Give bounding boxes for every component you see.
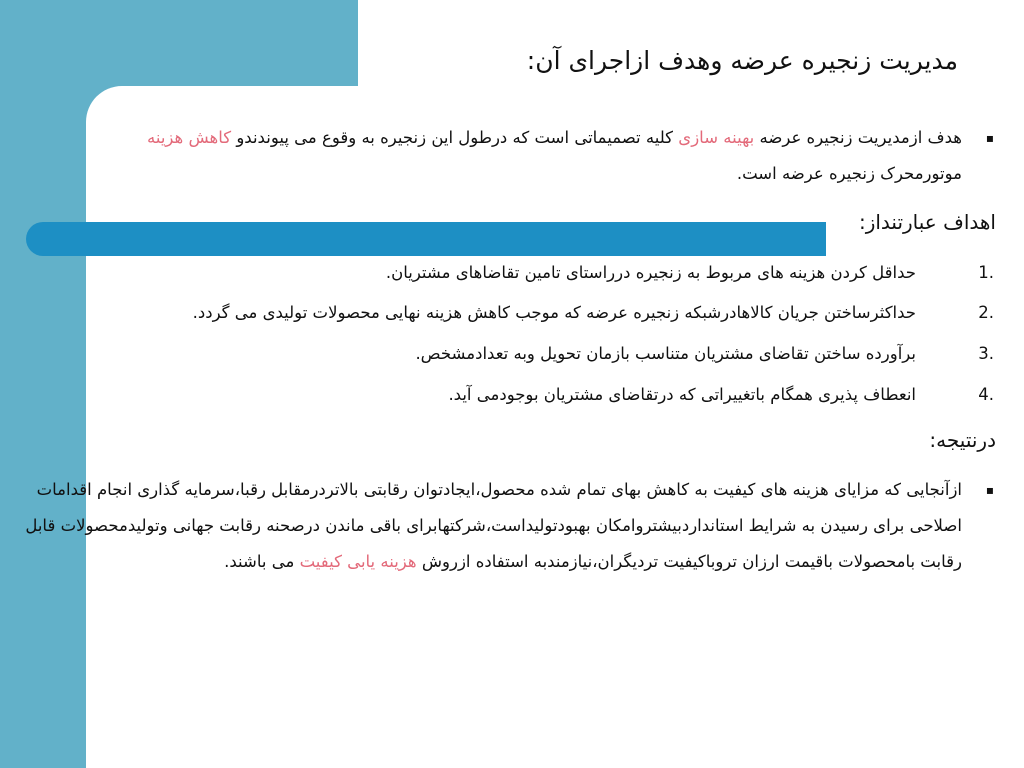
intro-highlight-optimization: بهینه سازی (678, 128, 755, 147)
intro-bullet-icon: ▪ (985, 131, 994, 145)
goal-text: برآورده ساختن تقاضای مشتریان متناسب بازمان تحویل وبه تعدادمشخص. (415, 343, 916, 363)
goal-text: انعطاف پذیری همگام باتغییراتی که درتقاضای مشتریان بوجودمی آید. (448, 384, 916, 404)
conclusion-heading: درنتیجه: (929, 428, 996, 452)
goal-text: حداقل کردن هزینه های مربوط به زنجیره درراستای تامین تقاضاهای مشتریان. (385, 262, 916, 282)
decorative-blue-bar (26, 222, 826, 256)
conclusion-bullet-icon: ▪ (985, 483, 994, 497)
intro-text-3: موتورمحرک زنجیره عرضه است. (736, 164, 962, 183)
intro-highlight-cost-reduction: کاهش هزینه (147, 128, 232, 147)
goal-number: 2. (978, 302, 994, 322)
intro-paragraph (82, 120, 962, 192)
goal-number: 3. (978, 343, 994, 363)
slide-title: مدیریت زنجیره عرضه وهدف ازاجرای آن: (526, 46, 958, 75)
conclusion-text-2: می باشند. (224, 552, 300, 571)
intro-text-1: هدف ازمدیریت زنجیره عرضه (754, 128, 962, 147)
goal-text: حداکثرساختن جریان کالاهادرشبکه زنجیره عرضه که موجب کاهش هزینه نهایی محصولات تولیدی می گردد. (192, 302, 916, 322)
goal-item-4 (448, 377, 994, 411)
goals-heading: اهداف عبارتنداز: (858, 210, 996, 234)
conclusion-paragraph (22, 472, 962, 580)
goal-item-1 (386, 255, 994, 289)
goal-number: 4. (978, 384, 994, 404)
goal-number: 1. (978, 262, 994, 282)
conclusion-highlight-quality-costing: هزینه یابی کیفیت (299, 552, 417, 571)
goal-item-3 (415, 336, 994, 370)
goal-item-2 (193, 295, 994, 329)
intro-text-2: کلیه تصمیماتی است که درطول این زنجیره به وقوع می پیوندندو (231, 128, 679, 147)
conclusion-text-1: ازآنجایی که مزایای هزینه های کیفیت به کاهش بهای تمام شده محصول،ایجادتوان رقابتی بالاتردرمقابل رقبا،سرمایه گذاری انجام اقدامات اصلاحی برای رسیدن به شرایط استانداردبیشتروامکان بهبودتولیداست،شرکتهابرای باقی ماندن درصحنه رقابت جهانی وتولیدمحصولات قابل رقابت بامحصولات باقیمت ارزان تروباکیفیت تردیگران،نیازمندبه استفاده ازروش (25, 480, 962, 571)
